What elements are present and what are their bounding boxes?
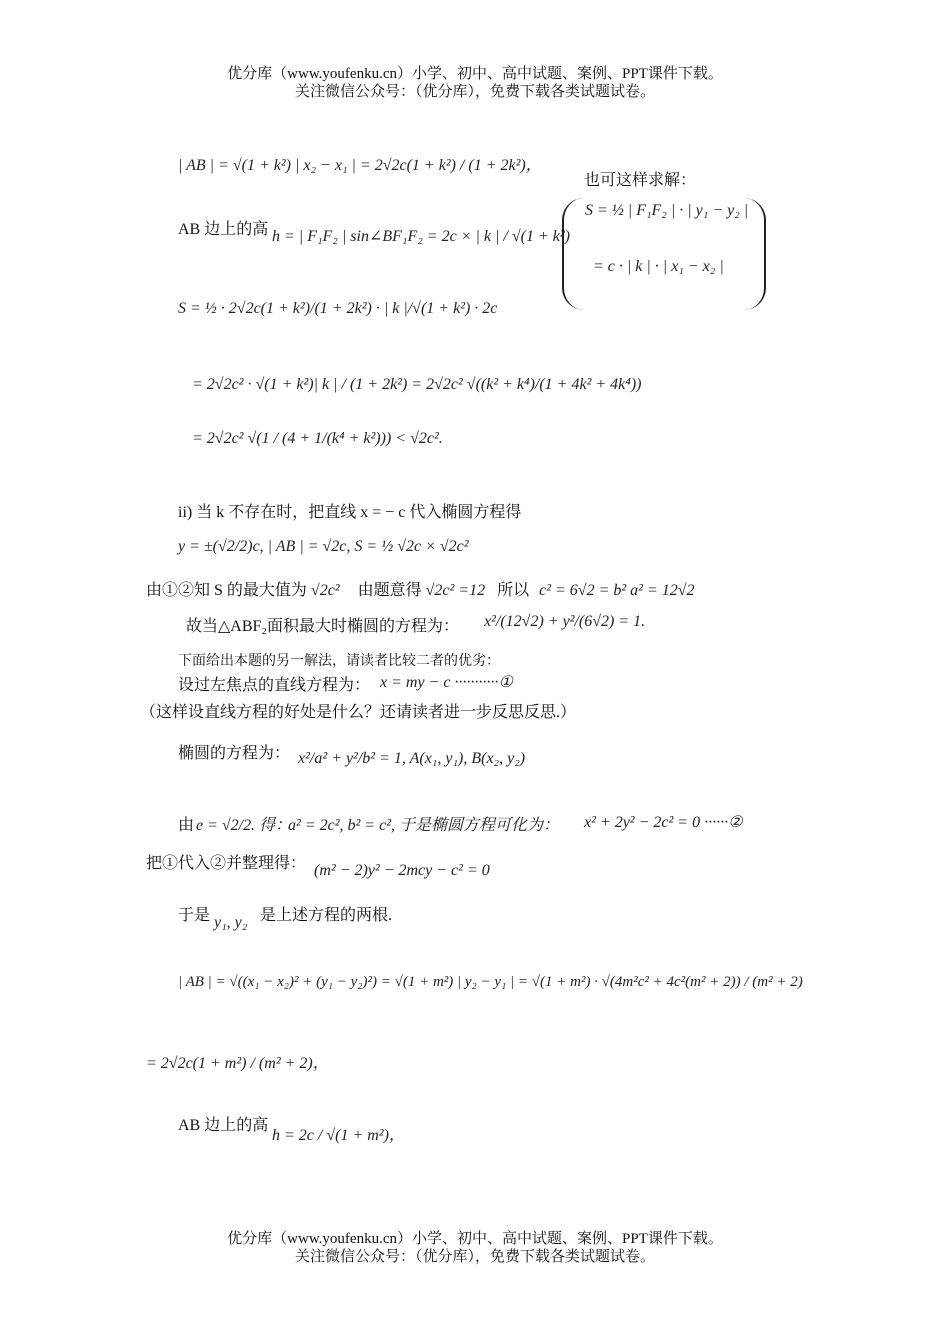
area-formula-3: = 2√2c² √(1 / (4 + 1/(k⁴ + k²))) < √2c².: [192, 430, 443, 447]
footer-line-2: 关注微信公众号：（优分库），免费下载各类试题试卷。: [294, 1249, 655, 1265]
max-text-2: 由题意得: [357, 582, 422, 599]
height-formula: h = | F₁F₂ | sin∠BF₁F₂ = 2c × | k | / √(1 + k²): [272, 228, 570, 245]
header-line-2: 关注微信公众号：（优分库），免费下载各类试题试卷。: [294, 84, 655, 100]
alt-line-equation: x = my − c ···········①: [380, 674, 513, 691]
alt-intro: 下面给出本题的另一解法，请读者比较二者的优劣：: [178, 653, 500, 669]
height-label: AB 边上的高: [178, 221, 269, 238]
ab-length-formula: | AB | = √(1 + k²) | x₂ − x₁ | = 2√2c(1 + k²) / (1 + 2k²)，: [178, 157, 542, 174]
height-label-2: AB 边上的高: [178, 1117, 269, 1134]
eccentricity-result: a² = 2c², b² = c², 于是椭圆方程可化为：: [288, 817, 559, 834]
substitution-label: 把①代入②并整理得：: [146, 855, 307, 872]
max-equation: √2c² =12: [425, 582, 486, 599]
area-formula-2: = 2√2c² · √(1 + k²)| k | / (1 + 2k²) = 2√2c² √((k² + k⁴)/(1 + 4k² + 4k⁴)): [192, 376, 642, 393]
case-ii-text: ii) 当 k 不存在时，把直线 x = − c 代入椭圆方程得: [178, 504, 522, 521]
roots-text-1: 于是: [178, 907, 211, 924]
alt-line-label: 设过左焦点的直线方程为：: [178, 677, 371, 694]
ellipse-label: 椭圆的方程为：: [178, 745, 291, 762]
roots-text-2: 是上述方程的两根.: [260, 907, 393, 924]
eccentricity-eq: e = √2/2. 得：: [196, 817, 292, 834]
area-formula-1: S = ½ · 2√2c(1 + k²)/(1 + 2k²) · | k |/√(1 + k²) · 2c: [178, 300, 498, 317]
from-e-label: 由: [178, 817, 195, 834]
also-solve-label: 也可这样求解：: [584, 172, 697, 189]
ellipse-equation: x²/a² + y²/b² = 1, A(x₁, y₁), B(x₂, y₂): [298, 750, 526, 767]
case-ii-result: y = ±(√2/2)c, | AB | = √2c, S = ½ √2c × √2c²: [178, 538, 469, 555]
height-formula-2: h = 2c / √(1 + m²)，: [272, 1127, 405, 1144]
ellipse-simplified: x² + 2y² − 2c² = 0 ······②: [584, 814, 743, 831]
conclusion-text: 故当△ABF₂面积最大时椭圆的方程为：: [186, 618, 460, 635]
header-line-1: 优分库（www.youfenku.cn）小学、初中、高中试题、案例、PPT课件下载。: [227, 66, 723, 82]
max-result: c² = 6√2 = b² a² = 12√2: [539, 582, 695, 599]
ab-length-formula-3: = 2√2c(1 + m²) / (m² + 2)，: [146, 1055, 329, 1072]
max-value: √2c²: [310, 582, 340, 599]
max-text-3: 所以: [497, 582, 530, 599]
ab-length-formula-2: | AB | = √((x₁ − x₂)² + (y₁ − y₂)²) = √(1 + m²) | y₂ − y₁ | = √(1 + m²) · √(4m²c² + 4c²(m² + 2)) / (m² + 2): [178, 974, 803, 990]
side-area-formula-1: S = ½ | F₁F₂ | · | y₁ − y₂ |: [585, 202, 749, 219]
substitution-equation: (m² − 2)y² − 2mcy − c² = 0: [314, 862, 490, 879]
max-text-1: 由①②知 S 的最大值为: [146, 582, 307, 599]
side-area-formula-2: = c · | k | · | x₁ − x₂ |: [593, 258, 724, 275]
conclusion-equation: x²/(12√2) + y²/(6√2) = 1.: [484, 613, 646, 630]
alt-note: （这样设直线方程的好处是什么？还请读者进一步反思反思.）: [140, 704, 577, 721]
max-value-line: [146, 577, 695, 600]
roots-vars: y₁, y₂: [214, 914, 248, 931]
footer-line-1: 优分库（www.youfenku.cn）小学、初中、高中试题、案例、PPT课件下载。: [227, 1231, 723, 1247]
